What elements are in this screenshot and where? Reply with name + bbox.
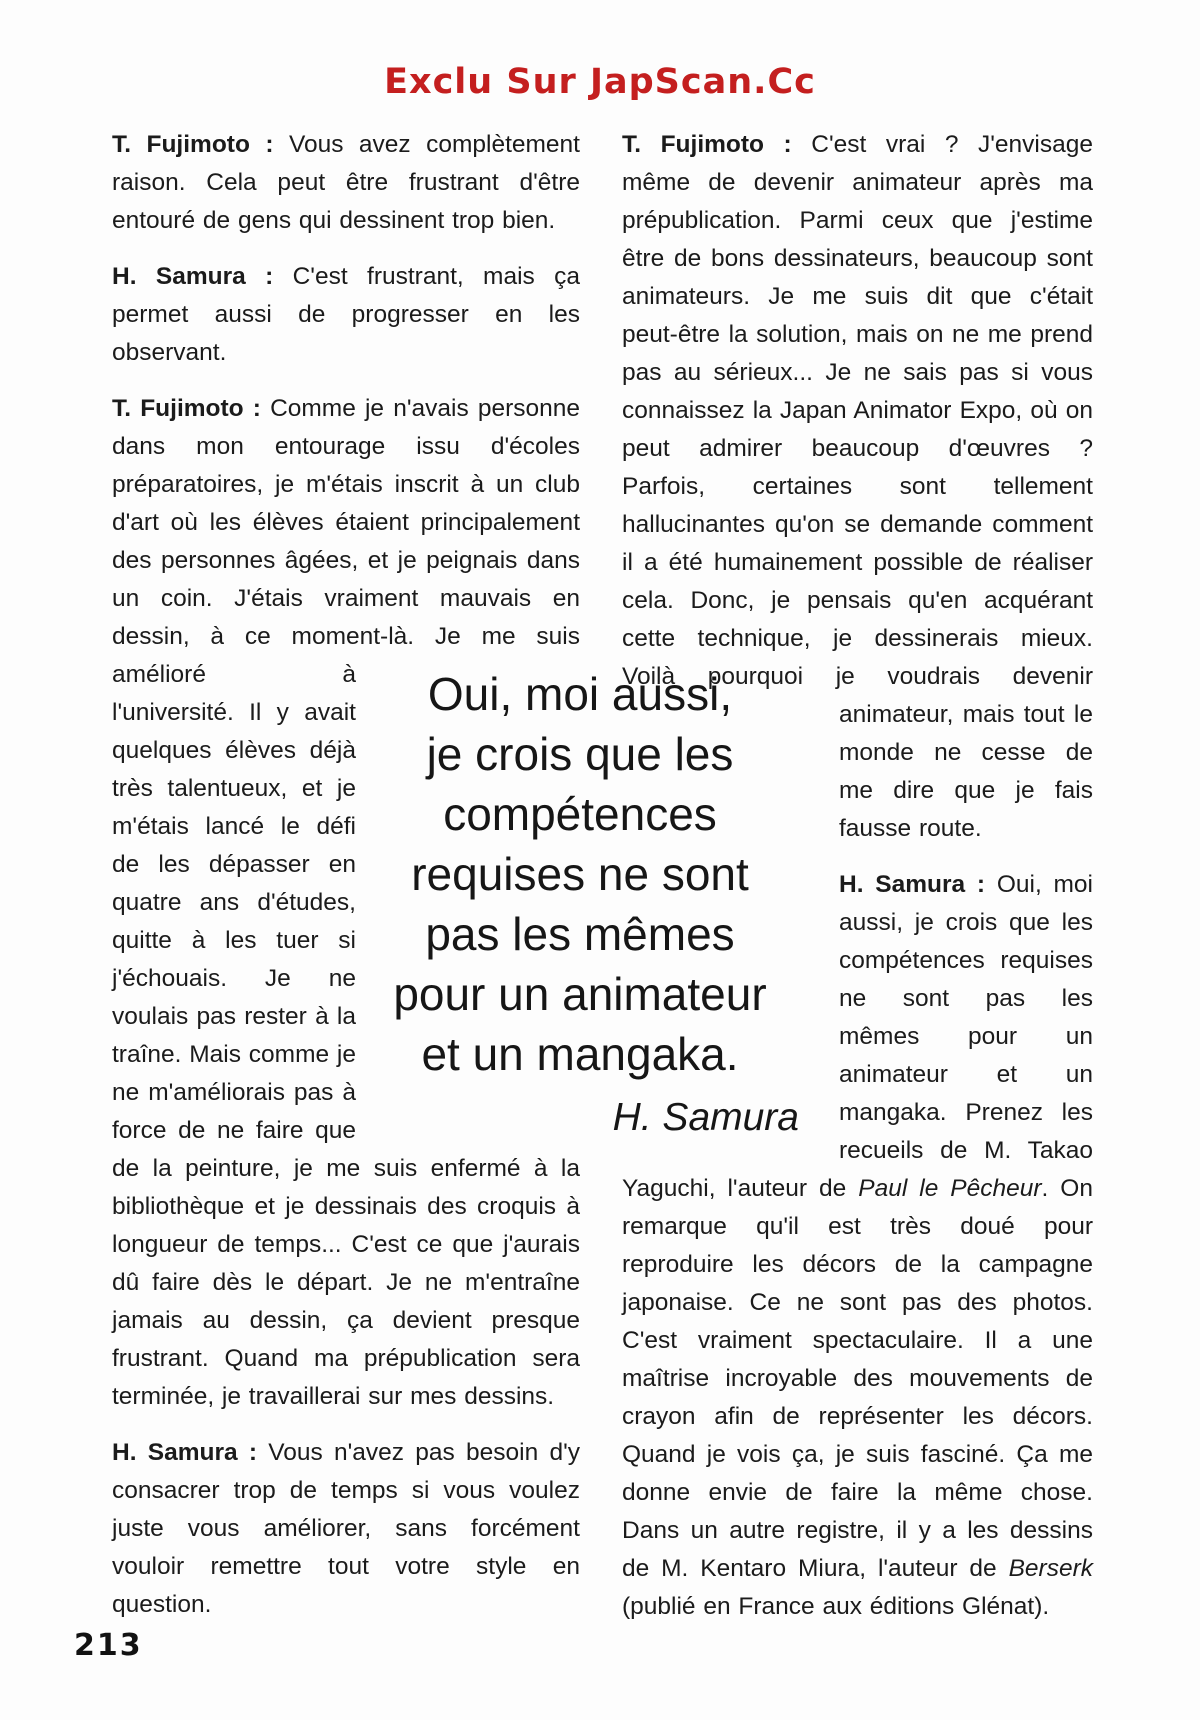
paragraph-text: Oui, moi aussi, je crois que les compétences requises ne sont pas les mêmes pour un animateur et un mangaka. Prenez les recueils de M. Takao Yaguchi, l'auteur de Paul le Pêcheur. On remarque qu'il est très doué pour reproduire les décors de la campagne japonaise. Ce ne sont pas des photos. C'est vraiment spectaculaire. Il a une maîtrise incroyable des mouvements de crayon afin de représenter les décors. Quand je vois ça, je suis fasciné. Ça me donne envie de faire la même chose. Dans un autre registre, il y a les dessins de M. Kentaro Miura, l'auteur de Berserk (publié en France aux éditions Glénat). xyxy=(622,871,1093,1620)
paragraph-text: C'est frustrant, mais ça permet aussi de progresser en les observant. xyxy=(112,263,580,366)
speaker-label: T. Fujimoto : xyxy=(112,131,274,158)
page-number: 213 xyxy=(74,1628,143,1663)
speaker-label: H. Samura : xyxy=(112,1439,258,1466)
pull-quote-line: Oui, moi aussi, xyxy=(427,668,733,720)
pull-quote-line: pour un animateur xyxy=(393,968,767,1020)
paragraph xyxy=(112,258,580,372)
paragraph xyxy=(112,126,580,240)
pull-quote xyxy=(357,664,803,1148)
watermark-header: Exclu Sur JapScan.Cc xyxy=(384,62,816,102)
pull-quote-line: pas les mêmes xyxy=(425,908,735,960)
paragraph-text: C'est vrai ? J'envisage même de devenir animateur après ma prépublication. Parmi ceux que j'estime être de bons dessinateurs, beaucoup sont animateurs. Je me suis dit que c'était peut-être la solution, mais on ne me prend pas au sérieux... Je ne sais pas si vous connaissez la Japan Animator Expo, où on peut admirer beaucoup d'œuvres ? Parfois, certaines sont tellement hallucinantes qu'on se demande comment il a été humainement possible de réaliser cela. Donc, je pensais qu'en acquérant cette technique, je dessinerais mieux. Voilà pourquoi je voudrais devenir animateur, mais tout le monde ne cesse de me dire que je fais fausse route. xyxy=(622,131,1094,842)
speaker-label: T. Fujimoto : xyxy=(112,395,261,422)
pull-quote-line: compétences xyxy=(443,788,717,840)
speaker-label: T. Fujimoto : xyxy=(622,131,792,158)
paragraph-text: Comme je n'avais personne dans mon entourage issu d'écoles préparatoires, je m'étais inscrit à un club d'art où les élèves étaient principalement des personnes âgées, et je peignais dans un coin. J'étais vraiment mauvais en dessin, à ce moment-là. Je me suis amélioré à l'université. Il y avait quelques élèves déjà très talentueux, et je m'étais lancé le défi de les dépasser en quatre ans d'études, quitte à les tuer si j'échouais. Je ne voulais pas rester à la traîne. Mais comme je ne m'améliorais pas à force de ne faire que de la peinture, je me suis enfermé à la bibliothèque et je dessinais des croquis à longueur de temps... C'est ce que j'aurais dû faire dès le départ. Je ne m'entraîne jamais au dessin, ça devient presque frustrant. Quand ma prépublication sera terminée, je travaillerai sur mes dessins. xyxy=(112,395,580,1410)
speaker-label: H. Samura : xyxy=(112,263,274,290)
paragraph-text: Vous avez complètement raison. Cela peut être frustrant d'être entouré de gens qui dessinent trop bien. xyxy=(112,131,580,234)
pull-quote-line: et un mangaka. xyxy=(421,1028,739,1080)
paragraph-text: Vous n'avez pas besoin d'y consacrer trop de temps si vous voulez juste vous améliorer, sans forcément vouloir remettre tout votre style en question. xyxy=(112,1439,581,1618)
pull-quote-line: je crois que les xyxy=(426,728,734,780)
pull-quote-attribution: H. Samura xyxy=(612,1096,799,1139)
paragraph xyxy=(112,1434,580,1624)
speaker-label: H. Samura : xyxy=(839,871,986,898)
pull-quote-line: requises ne sont xyxy=(411,848,749,900)
